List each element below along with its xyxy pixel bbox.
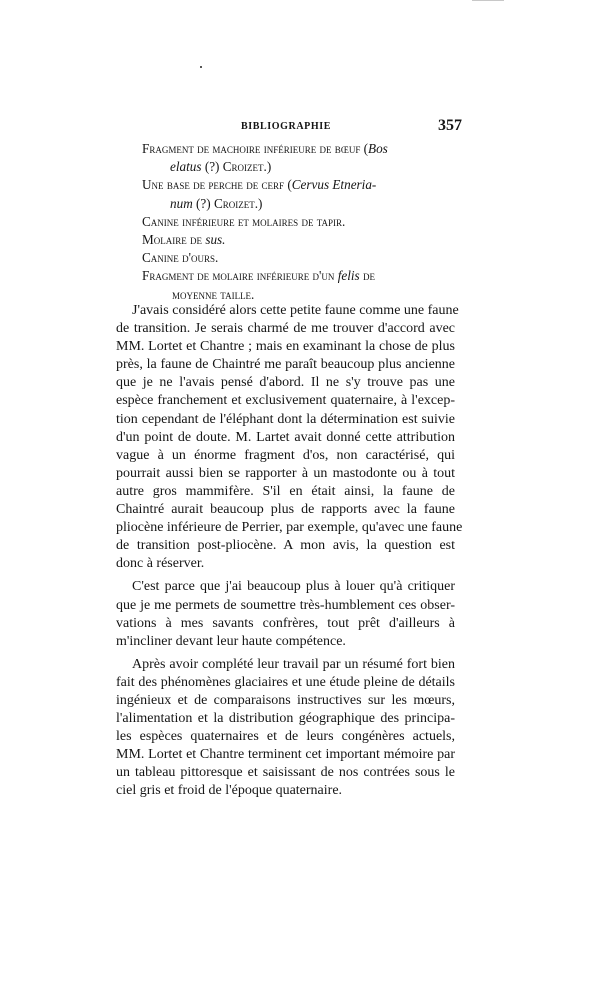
running-head-title: BIBLIOGRAPHIE: [240, 121, 332, 132]
text-line: tion cependant de l'éléphant dont la détermination est suivie: [116, 411, 455, 427]
text-line: près, la faune de Chaintré me paraît beaucoup plus ancienne: [116, 357, 455, 373]
text-line: pliocène inférieure de Perrier, par exemple, qu'avec une faune: [116, 520, 463, 536]
text-line: vague à un énorme fragment d'os, non caractérisé, qui: [116, 447, 455, 463]
text-line: de transition post-pliocène. A mon avis, la question est: [116, 538, 455, 554]
list-item: Canine inférieure et molaires de tapir.: [142, 213, 346, 229]
text-line: donc à réserver.: [116, 556, 205, 572]
running-head: [116, 117, 462, 140]
text-line: fait des phénomènes glaciaires et une étude pleine de détails: [116, 674, 455, 690]
list-item: Molaire de sus.: [142, 232, 226, 248]
text-line: pourrait aussi bien se rapporter à un mastodonte ou à tout: [116, 465, 455, 481]
scan-edge-mark: [472, 0, 504, 1]
text-line: espèce franchement et exclusivement quaternaire, à l'excep-: [116, 393, 455, 409]
text-line: m'incliner devant leur haute compétence.: [116, 633, 346, 649]
text-line: J'avais considéré alors cette petite faune comme une faune: [132, 303, 459, 318]
text-line: autre gros mammifère. S'il en était ainsi, la faune de: [116, 483, 455, 499]
fossil-list: [142, 140, 462, 304]
speck: [200, 66, 202, 68]
page-number: 357: [438, 117, 462, 134]
text-line: que je me permets de soumettre très-humblement ces obser-: [116, 597, 455, 613]
text-line: d'un point de doute. M. Lartet avait donné cette attribution: [116, 429, 455, 445]
text-line: les espèces quaternaires et de leurs congénères actuels,: [116, 729, 455, 745]
text-line: ingénieux et de comparaisons instructives sur les mœurs,: [116, 692, 455, 708]
body-text: [116, 302, 463, 801]
list-item: Canine d'ours.: [142, 250, 219, 266]
text-line: Après avoir complété leur travail par un résumé fort bien: [132, 656, 455, 672]
text-line: un tableau pittoresque et saisissant de nos contrées sous le: [116, 765, 455, 781]
list-item-continuation: num (?) Croizet.): [170, 195, 263, 211]
list-item: Une base de perche de cerf (Cervus Etneria-: [142, 177, 377, 193]
text-line: de transition. Je serais charmé de me trouver d'accord avec: [116, 321, 455, 337]
text-line: l'alimentation et la distribution géographique des principa-: [116, 711, 455, 727]
list-item-continuation: elatus (?) Croizet.): [170, 159, 272, 175]
list-item-continuation: moyenne taille.: [172, 286, 255, 302]
text-line: ciel gris et froid de l'époque quaternaire.: [116, 783, 343, 799]
text-line: C'est parce que j'ai beaucoup plus à louer qu'à critiquer: [132, 579, 455, 595]
text-line: que je ne l'avais pensé d'abord. Il ne s'y trouve pas une: [116, 375, 455, 391]
text-line: Chaintré aurait beaucoup plus de rapports avec la faune: [116, 502, 455, 518]
list-item: Fragment de molaire inférieure d'un felis de: [142, 268, 375, 284]
text-line: MM. Lortet et Chantre ; mais en examinant la chose de plus: [116, 339, 455, 355]
list-item: Fragment de machoire inférieure de bœuf (Bos: [142, 141, 388, 156]
text-line: vations à mes savants confrères, tout prêt d'ailleurs à: [116, 615, 455, 631]
text-line: MM. Lortet et Chantre terminent cet important mémoire par: [116, 747, 455, 763]
